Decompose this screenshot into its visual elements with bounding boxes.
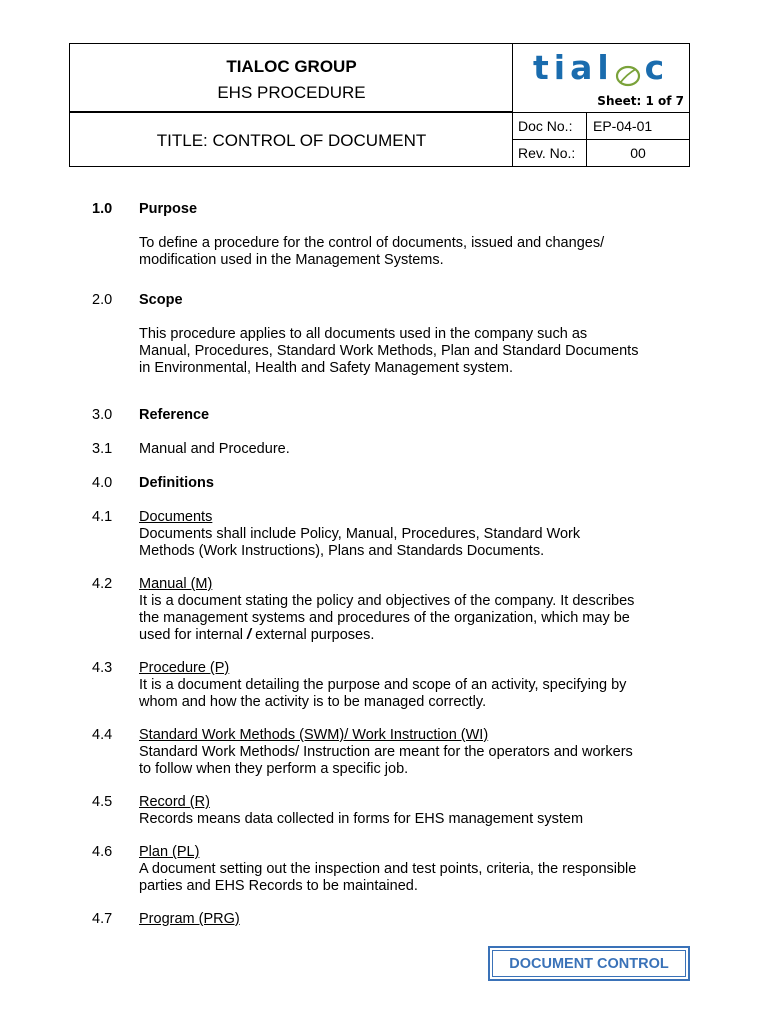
paragraph-line: the management systems and procedures of the organization, which may be <box>139 610 630 626</box>
doc-no-label: Doc No.: <box>513 113 587 140</box>
paragraph-line: whom and how the activity is to be managed correctly. <box>139 694 487 710</box>
section-heading: Reference <box>139 407 210 423</box>
definition-term: Record (R) <box>139 794 210 810</box>
section-number: 4.1 <box>92 509 113 525</box>
definition-term: Documents <box>139 509 213 525</box>
section-number: 1.0 <box>92 201 113 217</box>
document-control-stamp <box>488 946 690 981</box>
rev-no-label: Rev. No.: <box>513 140 587 166</box>
text-fragment: external purposes. <box>251 627 375 643</box>
section-heading: Purpose <box>139 201 198 217</box>
section-number: 4.2 <box>92 576 113 592</box>
paragraph-line: This procedure applies to all documents used in the company such as <box>139 326 588 342</box>
paragraph-line: To define a procedure for the control of documents, issued and changes/ <box>139 235 605 251</box>
company-logo <box>533 48 669 87</box>
procedure-type: EHS PROCEDURE <box>217 83 366 102</box>
paragraph-line: It is a document stating the policy and objectives of the company. It describes <box>139 593 635 609</box>
paragraph-line: Methods (Work Instructions), Plans and Standards Documents. <box>139 543 545 559</box>
logo-text-left: tial <box>533 48 614 87</box>
stamp-label: DOCUMENT CONTROL <box>492 950 686 977</box>
section-number: 4.6 <box>92 844 113 860</box>
section-number: 4.3 <box>92 660 113 676</box>
paragraph-line: Manual, Procedures, Standard Work Methods, Plan and Standard Documents <box>139 343 639 359</box>
section-number: 3.1 <box>92 441 113 457</box>
section-number: 4.5 <box>92 794 113 810</box>
document-header <box>69 43 690 167</box>
title-cell <box>70 113 513 166</box>
definition-term: Plan (PL) <box>139 844 200 860</box>
section-number: 4.4 <box>92 727 113 743</box>
paragraph-line <box>139 627 679 644</box>
section-number: 2.0 <box>92 292 113 308</box>
section-number: 3.0 <box>92 407 113 423</box>
section-number: 4.7 <box>92 911 113 927</box>
section-heading: Scope <box>139 292 183 308</box>
paragraph-line: parties and EHS Records to be maintained. <box>139 878 418 894</box>
definition-term: Manual (M) <box>139 576 213 592</box>
logo-text-right: c <box>644 48 670 87</box>
section-heading: Definitions <box>139 475 214 491</box>
sheet-number: Sheet: 1 of 7 <box>597 94 684 108</box>
paragraph-line: to follow when they perform a specific job. <box>139 761 409 777</box>
paragraph-line: It is a document detailing the purpose and scope of an activity, specifying by <box>139 677 627 693</box>
paragraph-line: modification used in the Management Systems. <box>139 252 444 268</box>
logo-cell <box>513 44 689 113</box>
doc-no-value: EP-04-01 <box>587 113 689 140</box>
paragraph-line: Records means data collected in forms for EHS management system <box>139 811 584 827</box>
paragraph-line: Documents shall include Policy, Manual, Procedures, Standard Work <box>139 526 581 542</box>
section-number: 4.0 <box>92 475 113 491</box>
company-name: TIALOC GROUP <box>226 57 357 76</box>
definition-term: Standard Work Methods (SWM)/ Work Instruction (WI) <box>139 727 489 743</box>
document-title: TITLE: CONTROL OF DOCUMENT <box>156 131 427 150</box>
paragraph-line: A document setting out the inspection and test points, criteria, the responsible <box>139 861 637 877</box>
rev-no-value: 00 <box>630 145 646 161</box>
text-fragment: used for internal <box>139 627 248 643</box>
paragraph-line: in Environmental, Health and Safety Management system. <box>139 360 513 376</box>
company-cell <box>70 44 513 113</box>
leaf-icon <box>615 57 641 81</box>
paragraph-line: Manual and Procedure. <box>139 441 290 457</box>
text-fragment: / <box>247 627 252 643</box>
definition-term: Program (PRG) <box>139 911 240 927</box>
paragraph-line: Standard Work Methods/ Instruction are meant for the operators and workers <box>139 744 633 760</box>
definition-term: Procedure (P) <box>139 660 230 676</box>
